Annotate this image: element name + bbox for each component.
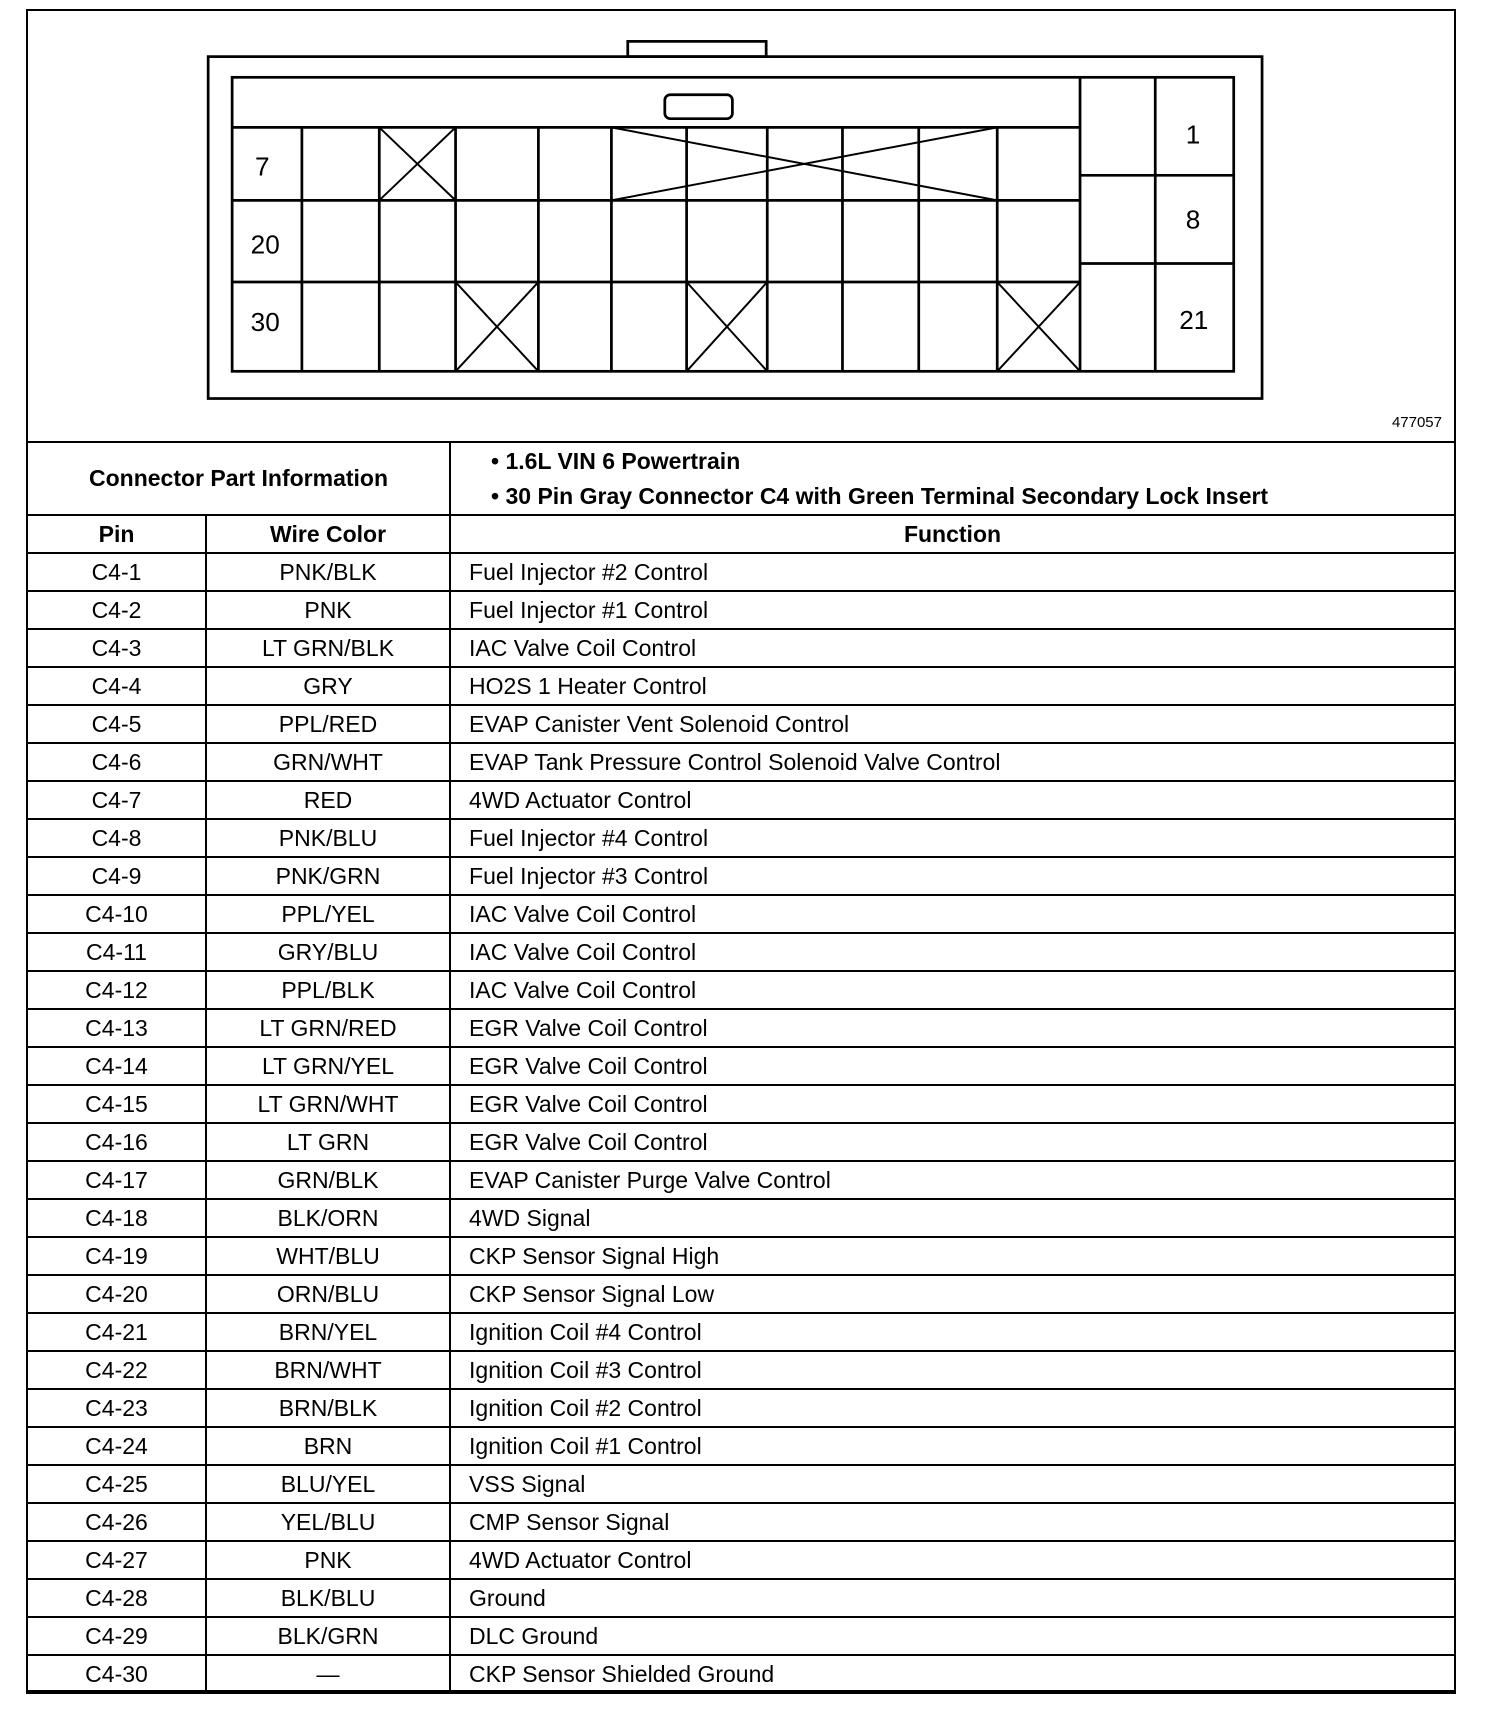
function-cell: 4WD Signal — [450, 1199, 1455, 1237]
wire-color-cell: BLK/GRN — [206, 1617, 450, 1655]
wire-color-cell: LT GRN — [206, 1123, 450, 1161]
pin-cell: C4-28 — [27, 1579, 206, 1617]
pin-cell: C4-13 — [27, 1009, 206, 1047]
wire-color-cell: BLU/YEL — [206, 1465, 450, 1503]
connector-info-item: • 30 Pin Gray Connector C4 with Green Terminal Secondary Lock Insert — [491, 479, 1454, 514]
pin-label-7: 7 — [255, 151, 270, 182]
table-row — [27, 1655, 1455, 1693]
blocked-cavity-x — [687, 282, 768, 371]
function-cell: EVAP Canister Purge Valve Control — [450, 1161, 1455, 1199]
pin-cell: C4-6 — [27, 743, 206, 781]
function-cell: Ground — [450, 1579, 1455, 1617]
function-cell: Fuel Injector #2 Control — [450, 553, 1455, 591]
wire-color-cell: GRN/WHT — [206, 743, 450, 781]
function-cell: EVAP Tank Pressure Control Solenoid Valve Control — [450, 743, 1455, 781]
pin-cell: C4-29 — [27, 1617, 206, 1655]
wire-color-cell: PNK/GRN — [206, 857, 450, 895]
function-cell: IAC Valve Coil Control — [450, 895, 1455, 933]
pin-cell: C4-14 — [27, 1047, 206, 1085]
table-row — [27, 1579, 1455, 1617]
function-cell: Ignition Coil #4 Control — [450, 1313, 1455, 1351]
blocked-cavity-x — [456, 282, 539, 371]
table-row — [27, 705, 1455, 743]
wire-color-cell: PNK — [206, 1541, 450, 1579]
header-function: Function — [450, 515, 1455, 553]
function-cell: Ignition Coil #2 Control — [450, 1389, 1455, 1427]
table-row — [27, 971, 1455, 1009]
wire-color-cell: PNK — [206, 591, 450, 629]
pin-cell: C4-30 — [27, 1655, 206, 1693]
key-slot — [665, 95, 733, 119]
wire-color-cell: PNK/BLK — [206, 553, 450, 591]
wire-color-cell: — — [206, 1655, 450, 1693]
pin-label-21: 21 — [1179, 304, 1209, 335]
blocked-cavity-x — [611, 127, 997, 200]
table-row — [27, 1465, 1455, 1503]
table-row — [27, 895, 1455, 933]
table-row — [27, 629, 1455, 667]
wire-color-cell: WHT/BLU — [206, 1237, 450, 1275]
table-row — [27, 1275, 1455, 1313]
wire-color-cell: BRN/WHT — [206, 1351, 450, 1389]
pin-cell: C4-23 — [27, 1389, 206, 1427]
pin-cell: C4-4 — [27, 667, 206, 705]
pin-cell: C4-2 — [27, 591, 206, 629]
function-cell: DLC Ground — [450, 1617, 1455, 1655]
function-cell: CKP Sensor Signal Low — [450, 1275, 1455, 1313]
pin-cell: C4-27 — [27, 1541, 206, 1579]
blocked-cavity-x — [997, 282, 1080, 371]
function-cell: CKP Sensor Shielded Ground — [450, 1655, 1455, 1693]
pin-cell: C4-24 — [27, 1427, 206, 1465]
table-row — [27, 743, 1455, 781]
header-pin: Pin — [27, 515, 206, 553]
wire-color-cell: YEL/BLU — [206, 1503, 450, 1541]
pin-cell: C4-5 — [27, 705, 206, 743]
wire-color-cell: LT GRN/BLK — [206, 629, 450, 667]
wire-color-cell: PNK/BLU — [206, 819, 450, 857]
function-cell: Fuel Injector #1 Control — [450, 591, 1455, 629]
column-header-row — [27, 515, 1455, 553]
terminal-grid — [232, 77, 1234, 371]
table-row — [27, 1199, 1455, 1237]
pin-cell: C4-1 — [27, 553, 206, 591]
wire-color-cell: LT GRN/RED — [206, 1009, 450, 1047]
pin-cell: C4-12 — [27, 971, 206, 1009]
pin-cell: C4-19 — [27, 1237, 206, 1275]
wire-color-cell: GRY/BLU — [206, 933, 450, 971]
connector-info-label: Connector Part Information — [27, 442, 450, 515]
pin-cell: C4-11 — [27, 933, 206, 971]
function-cell: HO2S 1 Heater Control — [450, 667, 1455, 705]
table-row — [27, 1503, 1455, 1541]
function-cell: IAC Valve Coil Control — [450, 933, 1455, 971]
blocked-cavity-x — [379, 127, 455, 200]
function-cell: CKP Sensor Signal High — [450, 1237, 1455, 1275]
function-cell: EGR Valve Coil Control — [450, 1085, 1455, 1123]
wire-color-cell: LT GRN/WHT — [206, 1085, 450, 1123]
function-cell: 4WD Actuator Control — [450, 781, 1455, 819]
table-row — [27, 1047, 1455, 1085]
table-row — [27, 553, 1455, 591]
table-row — [27, 1617, 1455, 1655]
pin-cell: C4-26 — [27, 1503, 206, 1541]
pin-cell: C4-18 — [27, 1199, 206, 1237]
wire-color-cell: BLK/ORN — [206, 1199, 450, 1237]
pin-cell: C4-16 — [27, 1123, 206, 1161]
pin-label-30: 30 — [250, 307, 280, 338]
pin-cell: C4-25 — [27, 1465, 206, 1503]
pin-cell: C4-3 — [27, 629, 206, 667]
pin-cell: C4-21 — [27, 1313, 206, 1351]
pin-label-20: 20 — [250, 229, 280, 260]
function-cell: EGR Valve Coil Control — [450, 1047, 1455, 1085]
wire-color-cell: GRY — [206, 667, 450, 705]
figure-number: 477057 — [1391, 414, 1442, 431]
pin-cell: C4-7 — [27, 781, 206, 819]
header-wire-color: Wire Color — [206, 515, 450, 553]
wire-color-cell: LT GRN/YEL — [206, 1047, 450, 1085]
pin-cell: C4-10 — [27, 895, 206, 933]
blocked-cavity-marks — [379, 127, 1080, 371]
table-row — [27, 819, 1455, 857]
table-row — [27, 1541, 1455, 1579]
function-cell: EGR Valve Coil Control — [450, 1123, 1455, 1161]
wire-color-cell: BRN — [206, 1427, 450, 1465]
function-cell: VSS Signal — [450, 1465, 1455, 1503]
table-row — [27, 1313, 1455, 1351]
table-row — [27, 667, 1455, 705]
pin-cell: C4-9 — [27, 857, 206, 895]
function-cell: Ignition Coil #1 Control — [450, 1427, 1455, 1465]
function-cell: CMP Sensor Signal — [450, 1503, 1455, 1541]
table-row — [27, 1009, 1455, 1047]
wire-color-cell: BLK/BLU — [206, 1579, 450, 1617]
wire-color-cell: BRN/YEL — [206, 1313, 450, 1351]
connector-info-row — [27, 442, 1455, 515]
table-row — [27, 1085, 1455, 1123]
function-cell: Ignition Coil #3 Control — [450, 1351, 1455, 1389]
pin-label-1: 1 — [1185, 119, 1201, 150]
wire-color-cell: PPL/YEL — [206, 895, 450, 933]
function-cell: IAC Valve Coil Control — [450, 629, 1455, 667]
table-row — [27, 781, 1455, 819]
function-cell: EGR Valve Coil Control — [450, 1009, 1455, 1047]
connector-latch — [628, 41, 766, 56]
connector-face-diagram — [0, 0, 1504, 441]
function-cell: Fuel Injector #3 Control — [450, 857, 1455, 895]
table-row — [27, 1389, 1455, 1427]
connector-info-list — [450, 442, 1455, 515]
wire-color-cell: PPL/BLK — [206, 971, 450, 1009]
function-cell: IAC Valve Coil Control — [450, 971, 1455, 1009]
table-row — [27, 591, 1455, 629]
table-row — [27, 1123, 1455, 1161]
connector-housing — [208, 57, 1262, 399]
wire-color-cell: BRN/BLK — [206, 1389, 450, 1427]
table-row — [27, 1161, 1455, 1199]
table-row — [27, 933, 1455, 971]
pin-label-8: 8 — [1185, 204, 1201, 235]
wire-color-cell: ORN/BLU — [206, 1275, 450, 1313]
table-row — [27, 857, 1455, 895]
pin-cell: C4-8 — [27, 819, 206, 857]
function-cell: Fuel Injector #4 Control — [450, 819, 1455, 857]
pin-cell: C4-15 — [27, 1085, 206, 1123]
pin-cell: C4-17 — [27, 1161, 206, 1199]
connector-pinout-table — [26, 441, 1456, 1694]
table-row — [27, 1351, 1455, 1389]
table-row — [27, 1237, 1455, 1275]
connector-info-item: • 1.6L VIN 6 Powertrain — [491, 444, 1454, 479]
wire-color-cell: GRN/BLK — [206, 1161, 450, 1199]
pin-cell: C4-20 — [27, 1275, 206, 1313]
function-cell: EVAP Canister Vent Solenoid Control — [450, 705, 1455, 743]
function-cell: 4WD Actuator Control — [450, 1541, 1455, 1579]
pin-cell: C4-22 — [27, 1351, 206, 1389]
wire-color-cell: PPL/RED — [206, 705, 450, 743]
wire-color-cell: RED — [206, 781, 450, 819]
table-row — [27, 1427, 1455, 1465]
